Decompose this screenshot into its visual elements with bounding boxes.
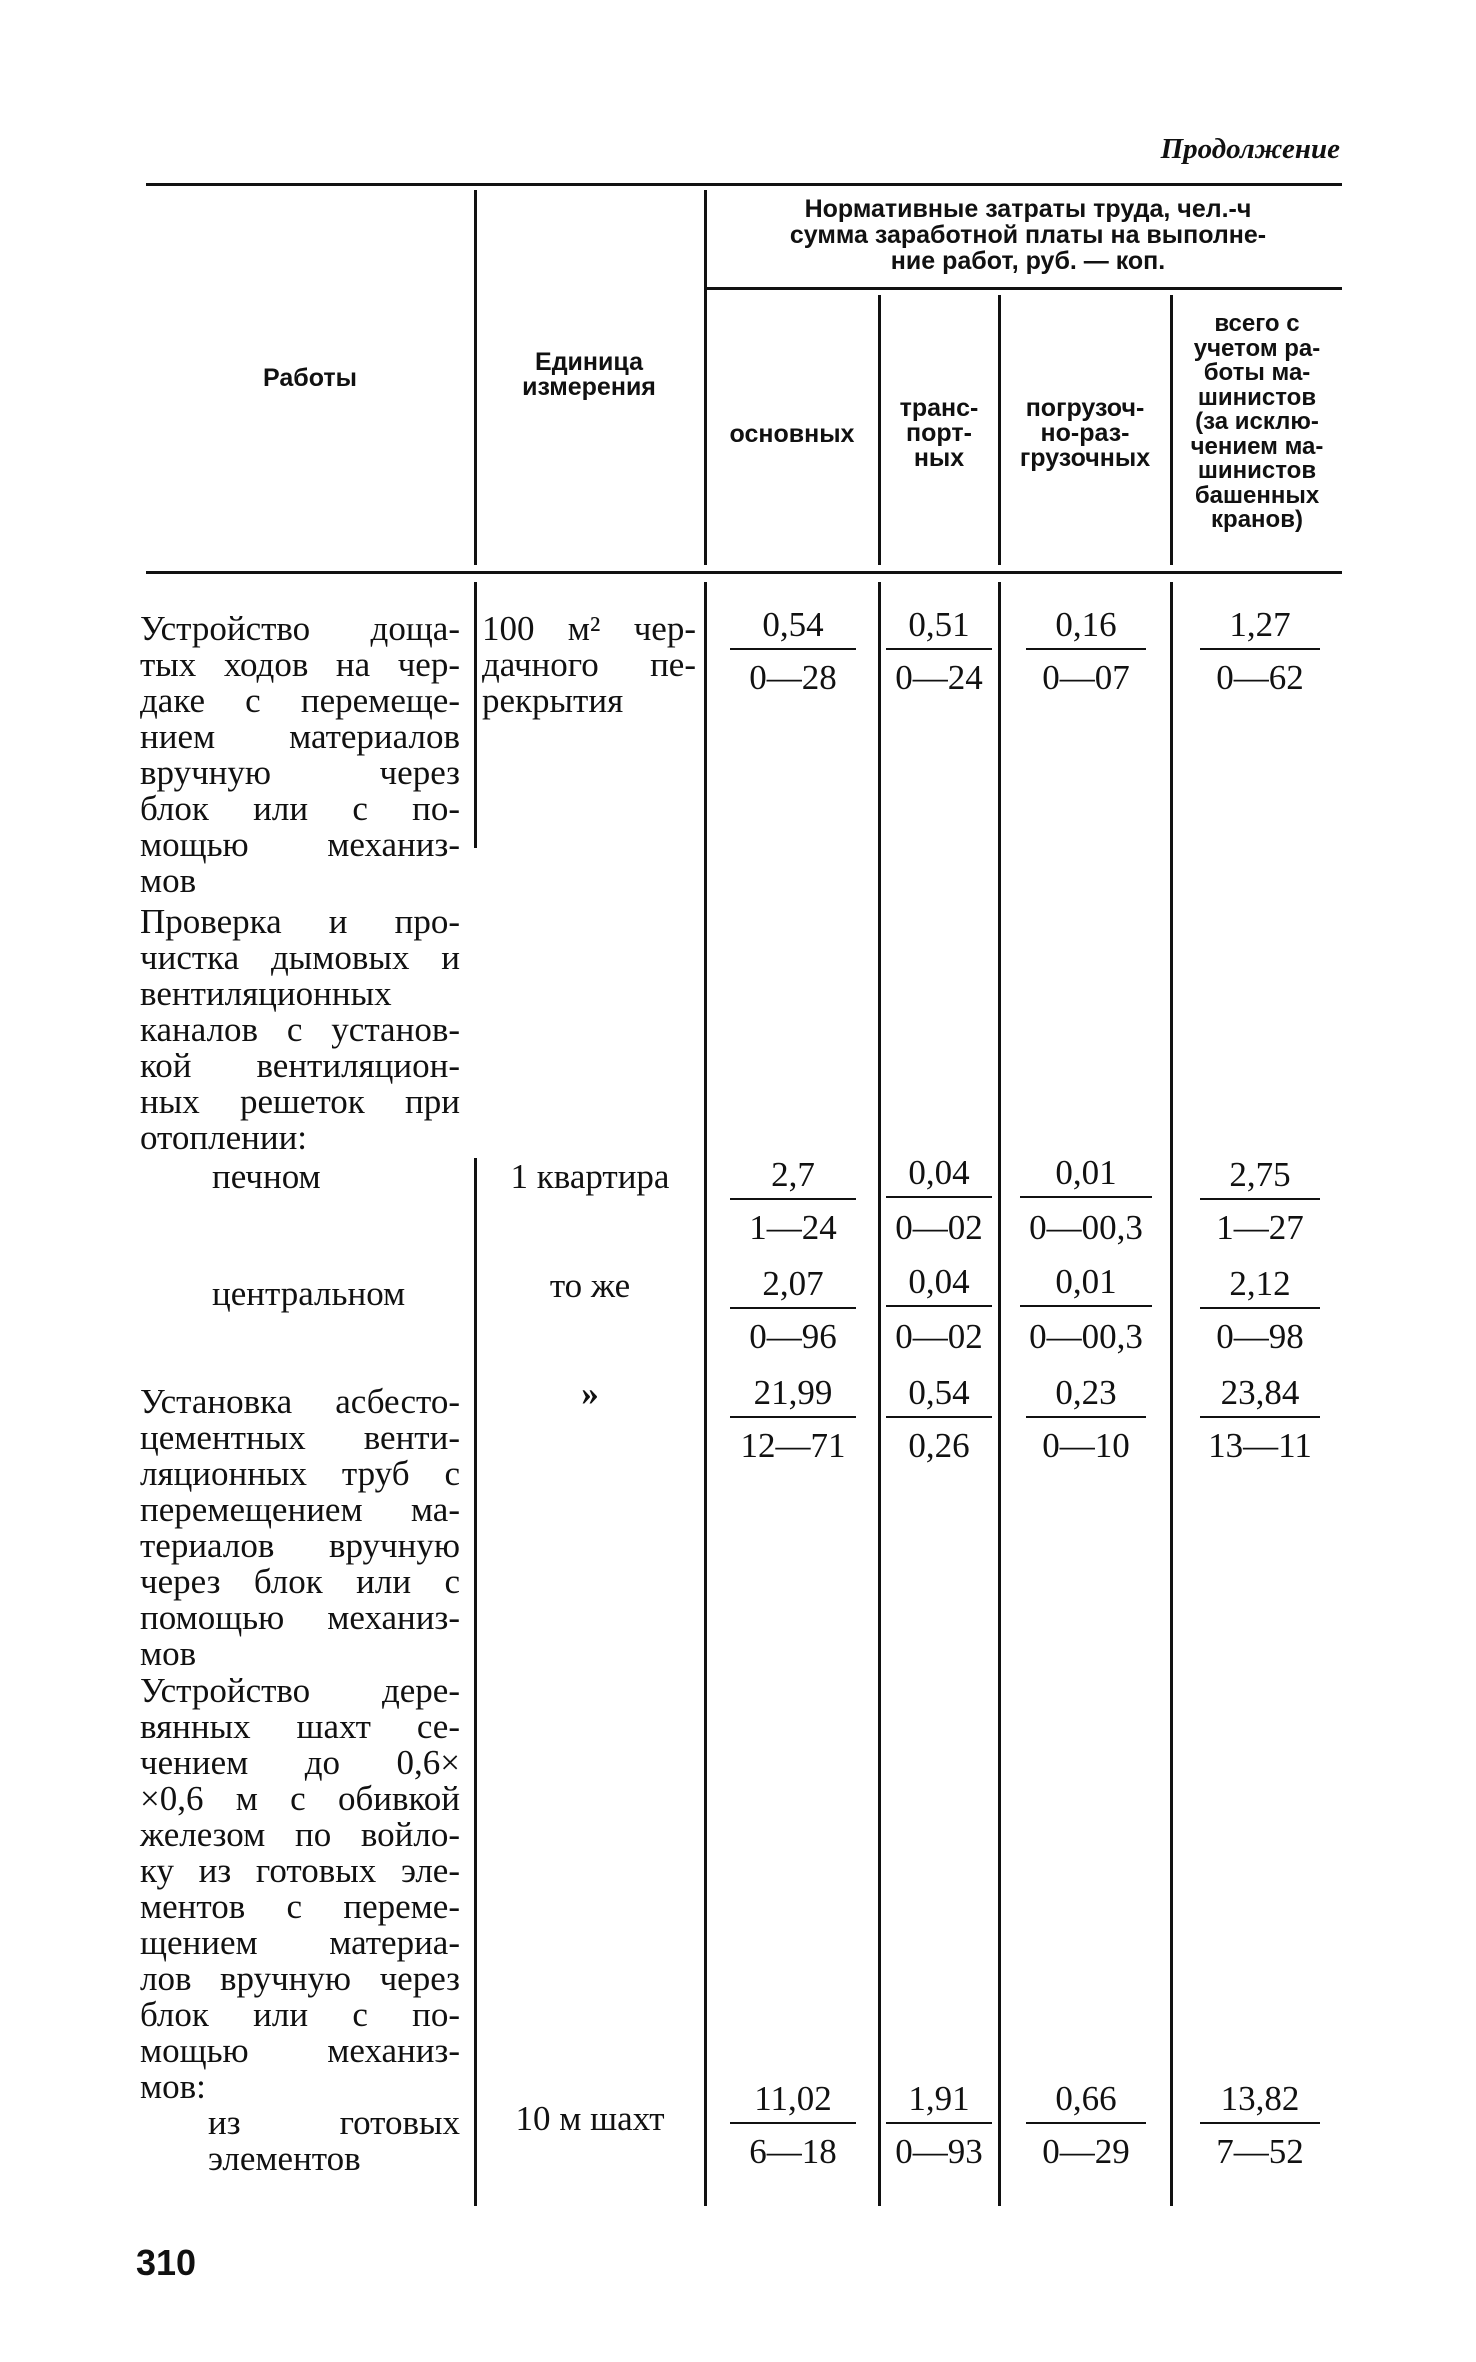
header-norm-group: Нормативные затраты труда, чел.-ч сумма заработной платы на выполне- ние работ, руб. — коп. (789, 195, 1267, 275)
row2-work: Проверка и про- чистка дымовых и вентиляционных каналов с установ- кой вентиляцион- ных решеток при отоплении: (140, 902, 460, 1157)
body-divider-5 (1170, 582, 1173, 2206)
row1-work: Устройство доща- тых ходов на чер- даке с перемеще- нием материалов вручную через блок или с по- мощью механиз- мов (140, 609, 460, 900)
row1-basic-hours: 0,54 (762, 605, 824, 644)
row3-total-hours: 23,84 (1220, 1373, 1300, 1412)
row2b-basic-fraction (730, 1307, 856, 1309)
row3-loading-wage: 0—10 (1042, 1426, 1130, 1465)
row1-transport-wage: 0—24 (895, 658, 983, 697)
row1-basic-wage: 0—28 (749, 658, 837, 697)
table-top-rule (146, 183, 1342, 186)
row2a-total-wage: 1—27 (1216, 1208, 1304, 1247)
row1-total-hours: 1,27 (1229, 605, 1291, 644)
continuation-label: Продолжение (1160, 133, 1340, 165)
row2b-transport-fraction (886, 1305, 992, 1307)
row4a-loading-fraction (1026, 2122, 1146, 2124)
row3-loading-hours: 0,23 (1055, 1373, 1117, 1412)
header-transport: транс- порт- ных (899, 394, 979, 472)
body-divider-2 (704, 582, 707, 2206)
row2b-loading-hours: 0,01 (1055, 1262, 1117, 1301)
row2a-basic-wage: 1—24 (749, 1208, 837, 1247)
header-unit: Единица измерения (522, 348, 656, 401)
row4a-label: из готовых элементов (208, 2103, 460, 2178)
row2b-transport-hours: 0,04 (908, 1262, 970, 1301)
row2a-basic-fraction (730, 1198, 856, 1200)
row3-transport-fraction (886, 1416, 992, 1418)
row3-basic-hours: 21,99 (753, 1373, 833, 1412)
row3-total-wage: 13—11 (1208, 1426, 1312, 1465)
row1-loading-wage: 0—07 (1042, 658, 1130, 697)
row2a-total-fraction (1200, 1198, 1320, 1200)
row4a-loading-wage: 0—29 (1042, 2132, 1130, 2171)
row4a-basic-hours: 11,02 (754, 2079, 832, 2118)
row3-basic-fraction (730, 1416, 856, 1418)
row2b-total-hours: 2,12 (1229, 1264, 1291, 1303)
row1-loading-hours: 0,16 (1055, 605, 1117, 644)
col-divider-3 (878, 295, 881, 565)
row1-total-wage: 0—62 (1216, 658, 1304, 697)
row2a-transport-wage: 0—02 (895, 1208, 983, 1247)
row2a-unit: 1 квартира (510, 1157, 670, 1196)
row3-work: Установка асбесто- цементных венти- ляционных труб с перемещением ма- териалов вручную через блок или с помощью механиз- мов (140, 1382, 460, 1673)
row3-total-fraction (1200, 1416, 1320, 1418)
body-divider-1a (474, 582, 477, 848)
row2a-total-hours: 2,75 (1229, 1155, 1291, 1194)
row4a-transport-fraction (886, 2122, 992, 2124)
header-bottom-rule (146, 571, 1342, 574)
header-works: Работы (263, 364, 357, 392)
row3-transport-hours: 0,54 (908, 1373, 970, 1412)
row4a-unit: 10 м шахт (515, 2099, 665, 2138)
header-loading: погрузоч- но-раз- грузочных (1019, 394, 1151, 472)
row1-basic-fraction (730, 648, 856, 650)
body-divider-1b (474, 1158, 477, 2206)
row2b-unit: то же (549, 1266, 631, 1305)
row4a-basic-fraction (730, 2122, 856, 2124)
row2a-transport-hours: 0,04 (908, 1153, 970, 1192)
row4a-total-fraction (1200, 2122, 1320, 2124)
row3-basic-wage: 12—71 (740, 1426, 846, 1465)
row2b-total-wage: 0—98 (1216, 1317, 1304, 1356)
row2b-loading-fraction (1020, 1305, 1152, 1307)
col-divider-5 (1170, 295, 1173, 565)
col-divider-1 (474, 190, 477, 565)
row2b-loading-wage: 0—00,3 (1029, 1317, 1143, 1356)
header-total: всего с учетом ра- боты ма- шинистов (за исклю- чением ма- шинистов башенных кранов) (1190, 310, 1324, 533)
row4a-transport-hours: 1,91 (908, 2079, 970, 2118)
row1-loading-fraction (1026, 648, 1146, 650)
row2a-transport-fraction (886, 1196, 992, 1198)
row2b-basic-wage: 0—96 (749, 1317, 837, 1356)
row2b-total-fraction (1200, 1307, 1320, 1309)
col-divider-2 (704, 190, 707, 565)
row2a-loading-wage: 0—00,3 (1029, 1208, 1143, 1247)
row1-transport-fraction (886, 648, 992, 650)
row2b-label: центральном (212, 1274, 406, 1313)
row4a-total-wage: 7—52 (1216, 2132, 1304, 2171)
row3-transport-wage: 0,26 (908, 1426, 970, 1465)
row2a-loading-hours: 0,01 (1055, 1153, 1117, 1192)
header-basic: основных (729, 420, 855, 448)
row2a-basic-hours: 2,7 (771, 1155, 815, 1194)
row4a-loading-hours: 0,66 (1055, 2079, 1117, 2118)
body-divider-3 (878, 582, 881, 2206)
row2b-transport-wage: 0—02 (895, 1317, 983, 1356)
row4a-transport-wage: 0—93 (895, 2132, 983, 2171)
row1-transport-hours: 0,51 (908, 605, 970, 644)
row3-loading-fraction (1026, 1416, 1146, 1418)
group-header-rule (706, 287, 1342, 290)
page-number: 310 (136, 2242, 197, 2283)
row2b-basic-hours: 2,07 (762, 1264, 824, 1303)
body-divider-4 (998, 582, 1001, 2206)
row2a-label: печном (212, 1157, 321, 1196)
row3-unit: » (581, 1374, 599, 1413)
row2a-loading-fraction (1020, 1196, 1152, 1198)
row4a-basic-wage: 6—18 (749, 2132, 837, 2171)
row4a-total-hours: 13,82 (1220, 2079, 1300, 2118)
row1-unit: 100 м² чер- дачного пе- рекрытия (482, 609, 696, 720)
row4-work: Устройство дере- вянных шахт се- чением до 0,6× ×0,6 м с обивкой железом по войло- ку из готовых эле- ментов с переме- щением материа- лов вручную через блок или с по- мощью механиз- мов: (140, 1671, 460, 2106)
row1-total-fraction (1200, 648, 1320, 650)
